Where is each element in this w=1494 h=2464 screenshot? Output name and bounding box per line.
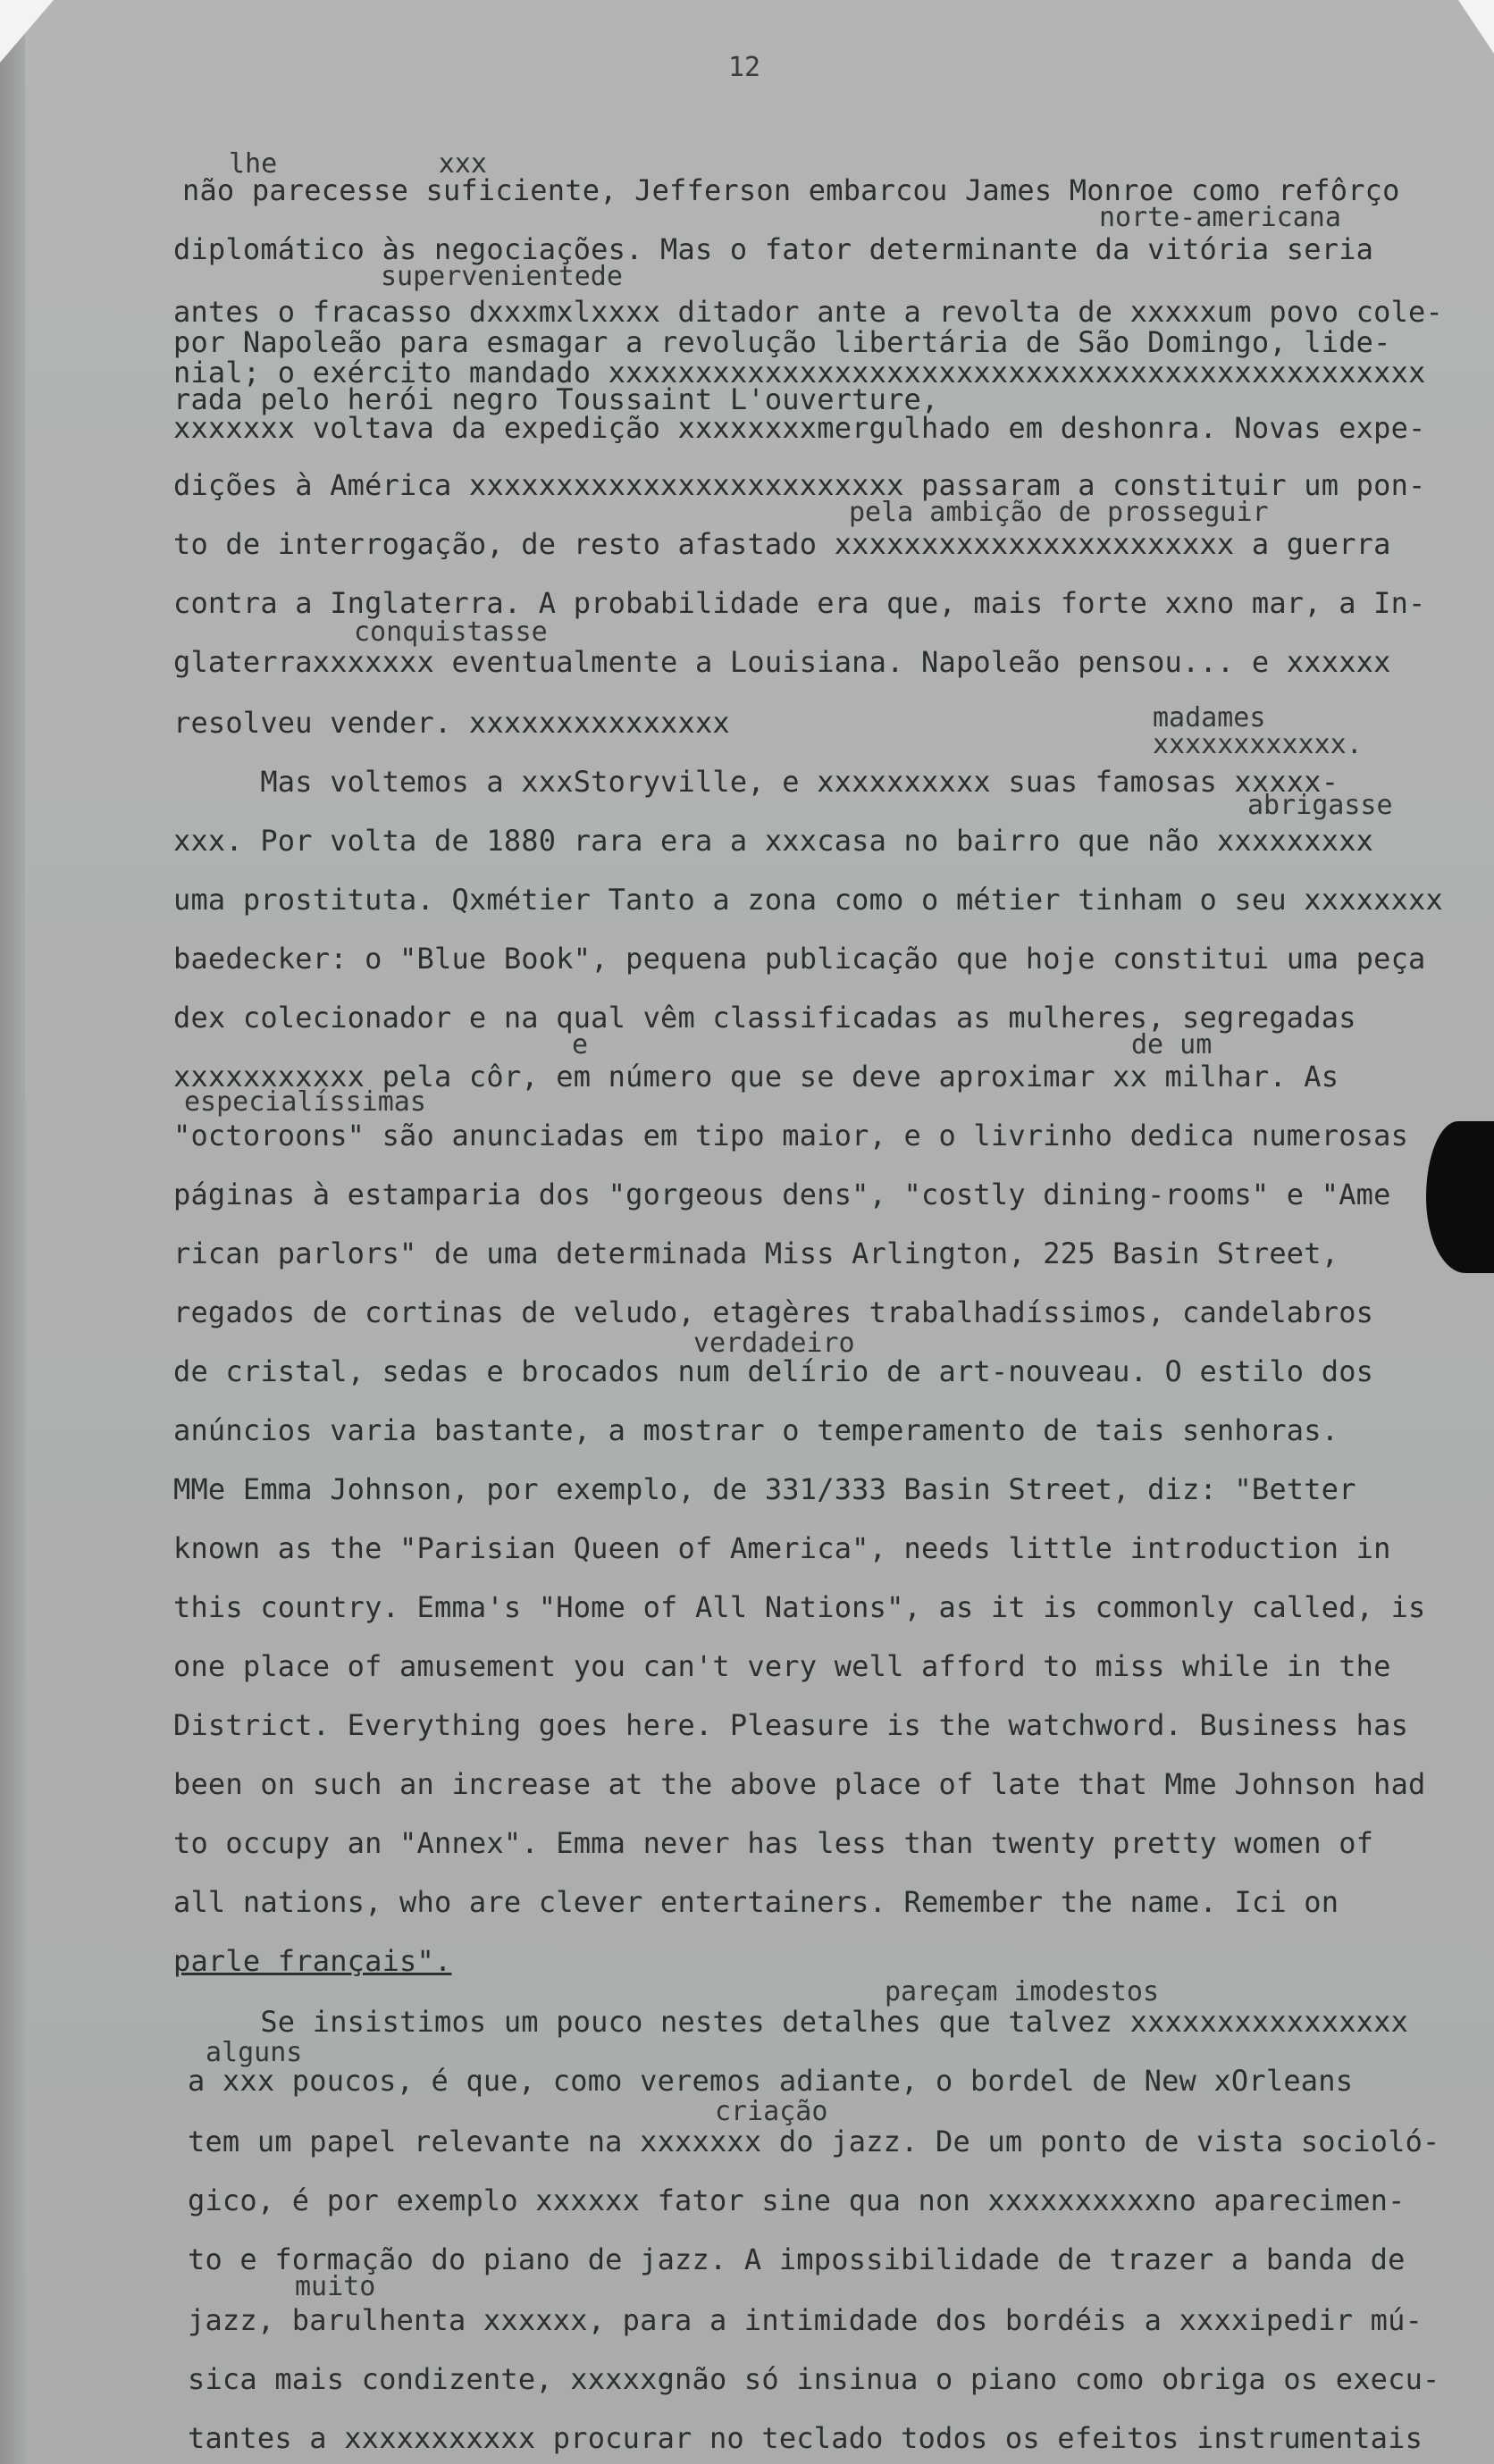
text-line-33: parle français". (173, 1944, 452, 1978)
text-line-17: dex colecionador e na qual vêm classificadas as mulheres, segregadas (173, 1001, 1356, 1035)
text-line-20: páginas à estamparia dos "gorgeous dens", "costly dining-rooms" e "Ame (173, 1178, 1391, 1211)
page-number: 12 (728, 52, 761, 83)
text-line-29: District. Everything goes here. Pleasure is the watchword. Business has (173, 1708, 1409, 1742)
text-line-16: baedecker: o "Blue Book", pequena publicação que hoje constitui uma peça (173, 942, 1426, 976)
insertion-verdadeiro: verdadeiro (693, 1328, 855, 1359)
text-line-3: antes o fracasso dxxxmxlxxxx ditador ante a revolta de xxxxxum povo cole- (173, 295, 1443, 329)
insertion-conquistasse: conquistasse (354, 616, 548, 648)
insertion-norte-americana: norte-americana (1099, 202, 1341, 233)
text-line-10: contra a Inglaterra. A probabilidade era que, mais forte xxno mar, a In- (173, 586, 1426, 620)
insertion-madames: madames (1153, 702, 1266, 733)
text-line-22: regados de cortinas de veludo, etagères trabalhadíssimos, candelabros (173, 1295, 1374, 1329)
text-line-4: por Napoleão para esmagar a revolução libertária de São Domingo, lide- (173, 325, 1391, 359)
text-line-2: diplomático às negociações. Mas o fator determinante da vitória seria (173, 232, 1374, 266)
text-line-32: all nations, who are clever entertainers. Remember the name. Ici on (173, 1885, 1339, 1919)
torn-corner-top-left (0, 0, 54, 63)
torn-corner-top-right (1458, 0, 1494, 54)
text-line-37: gico, é por exemplo xxxxxx fator sine qua non xxxxxxxxxxno aparecimen- (188, 2183, 1406, 2217)
text-line-18: xxxxxxxxxxx pela côr, em número que se deve aproximar xx milhar. As (173, 1060, 1339, 1094)
text-line-9: to de interrogação, de resto afastado xxxxxxxxxxxxxxxxxxxxxxx a guerra (173, 527, 1391, 561)
insertion-superveniente: supervenientede (381, 261, 623, 292)
insertion-parecam: pareçam imodestos (885, 1976, 1160, 2007)
text-line-19: "octoroons" são anunciadas em tipo maior, e o livrinho dedica numerosas (173, 1119, 1409, 1152)
text-line-11: glaterraxxxxxxx eventualmente a Louisiana. Napoleão pensou... e xxxxxx (173, 645, 1391, 679)
insertion-muito: muito (295, 2271, 376, 2302)
text-line-36: tem um papel relevante na xxxxxxx do jazz. De um ponto de vista socioló- (188, 2125, 1440, 2158)
text-line-5: nial; o exército mandado xxxxxxxxxxxxxxxxxxxxxxxxxxxxxxxxxxxxxxxxxxxxxxx (173, 356, 1426, 390)
text-line-41: tantes a xxxxxxxxxxx procurar no teclado todos os efeitos instrumentais (188, 2421, 1423, 2455)
insertion-madames-struck: xxxxxxxxxxxx. (1153, 729, 1363, 760)
insertion-criacao: criação (715, 2096, 828, 2127)
insertion-e: e (572, 1029, 589, 1060)
text-line-7: xxxxxxx voltava da expedição xxxxxxxxmergulhado em deshonra. Novas expe- (173, 411, 1426, 445)
page-edge-shadow (0, 0, 25, 2464)
text-line-21: rican parlors" de uma determinada Miss Arlington, 225 Basin Street, (173, 1236, 1339, 1270)
insertion-de-um: de um (1131, 1029, 1213, 1060)
text-line-26: known as the "Parisian Queen of America", needs little introduction in (173, 1531, 1391, 1565)
text-line-8: dições à América xxxxxxxxxxxxxxxxxxxxxxxxx passaram a constituir um pon- (173, 468, 1426, 502)
text-line-39: jazz, barulhenta xxxxxx, para a intimidade dos bordéis a xxxxipedir mú- (188, 2303, 1423, 2337)
text-line-6: rada pelo herói negro Toussaint L'ouverture, (173, 382, 939, 416)
insertion-abrigasse: abrigasse (1247, 790, 1393, 821)
text-line-38: to e formação do piano de jazz. A impossibilidade de trazer a banda de (188, 2242, 1406, 2276)
text-line-31: to occupy an "Annex". Emma never has less than twenty pretty women of (173, 1826, 1374, 1860)
insertion-especialissimas: especialíssimas (184, 1086, 426, 1118)
insertion-alguns: alguns (206, 2037, 303, 2068)
text-line-40: sica mais condizente, xxxxxgnão só insinua o piano como obriga os execu- (188, 2362, 1440, 2396)
text-line-28: one place of amusement you can't very well afford to miss while in the (173, 1649, 1391, 1683)
text-line-34: Se insistimos um pouco nestes detalhes que talvez xxxxxxxxxxxxxxxx (173, 2005, 1409, 2039)
text-line-23: de cristal, sedas e brocados num delírio de art-nouveau. O estilo dos (173, 1354, 1374, 1388)
text-line-12: resolveu vender. xxxxxxxxxxxxxxx (173, 706, 730, 740)
text-line-13: Mas voltemos a xxxStoryville, e xxxxxxxxxx suas famosas xxxxx- (173, 765, 1339, 799)
insertion-ambicao: pela ambição de prosseguir (849, 497, 1269, 528)
text-line-24: anúncios varia bastante, a mostrar o temperamento de tais senhoras. (173, 1413, 1339, 1447)
insertion-lhe: lhe xxx (229, 148, 487, 180)
text-line-27: this country. Emma's "Home of All Nations", as it is commonly called, is (173, 1590, 1426, 1624)
text-line-30: been on such an increase at the above place of late that Mme Johnson had (173, 1767, 1426, 1801)
text-line-1: não parecesse suficiente, Jefferson embarcou James Monroe como refôrço (182, 173, 1400, 207)
text-line-14: xxx. Por volta de 1880 rara era a xxxcasa no bairro que não xxxxxxxxx (173, 824, 1374, 858)
text-line-35: a xxx poucos, é que, como veremos adiante, o bordel de New xOrleans (188, 2064, 1354, 2098)
text-line-25: MMe Emma Johnson, por exemplo, de 331/333 Basin Street, diz: "Better (173, 1472, 1356, 1506)
paper-damage-hole (1426, 1121, 1494, 1273)
text-line-15: uma prostituta. Qxmétier Tanto a zona como o métier tinham o seu xxxxxxxx (173, 883, 1443, 917)
